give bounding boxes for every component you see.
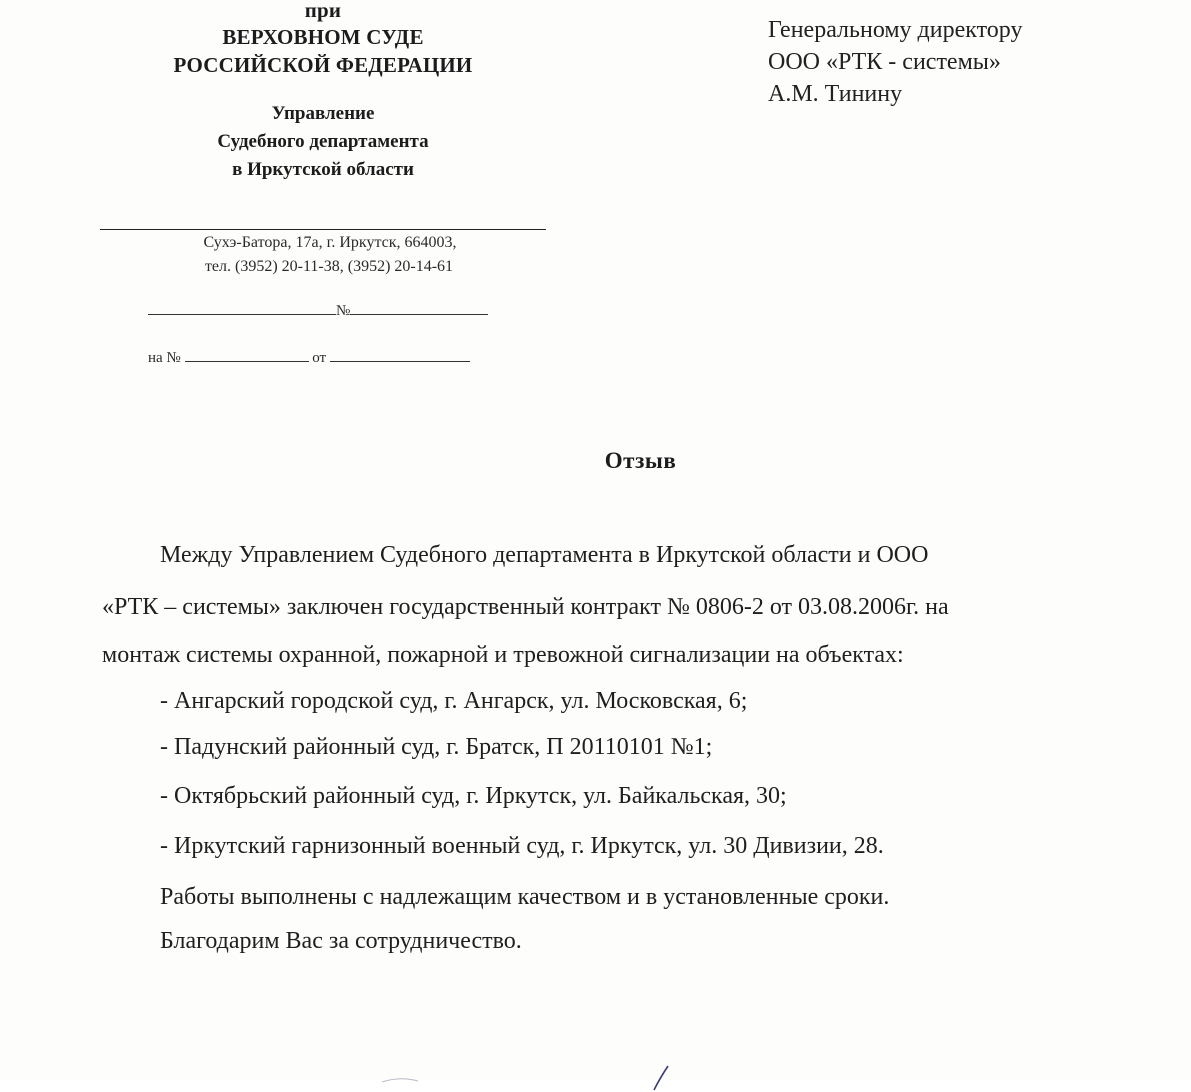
addressee-company: ООО «РТК - системы» (768, 49, 1001, 75)
body-paragraph-line-3: монтаж системы охранной, пожарной и тревожной сигнализации на объектах: (102, 642, 904, 668)
reply-number-blank (185, 347, 309, 362)
letterhead-address: Сухэ-Батора, 17а, г. Иркутск, 664003, (203, 234, 457, 251)
signature-smudge-mark (380, 1074, 420, 1084)
body-paragraph-line-1: Между Управлением Судебного департамента в Иркутской области и ООО (160, 542, 929, 568)
letterhead-dept-line1: Управление (271, 103, 375, 124)
letterhead-address-block (100, 231, 546, 279)
body-paragraph-line-2: «РТК – системы» заключен государственный контракт № 0806-2 от 03.08.2006г. на (102, 594, 949, 620)
number-sign: № (336, 303, 351, 319)
reply-date-blank (330, 347, 470, 362)
letterhead-dept-line2: Судебного департамента (217, 131, 429, 152)
conclusion-text: Работы выполнены с надлежащим качеством и в установленные сроки. (160, 884, 890, 910)
outgoing-number-blank (350, 300, 488, 315)
thanks-text: Благодарим Вас за сотрудничество. (160, 928, 522, 954)
letterhead-line-supreme-court: ВЕРХОВНОМ СУДЕ (222, 25, 424, 49)
object-list-item: - Ангарский городской суд, г. Ангарск, ул. Московская, 6; (160, 688, 748, 714)
letterhead-dept-line3: в Иркутской области (232, 159, 414, 180)
outgoing-number-row (148, 300, 488, 320)
letterhead-line-pri: при (304, 0, 342, 22)
letterhead-divider (100, 229, 546, 230)
addressee-name: А.М. Тинину (768, 81, 903, 107)
signature-stroke-mark (650, 1062, 672, 1092)
addressee-block (768, 14, 1022, 110)
object-list-item: - Падунский районный суд, г. Братск, П 20110101 №1; (160, 734, 713, 760)
from-label: от (312, 350, 327, 366)
reply-reference-row (148, 347, 470, 367)
object-list-item: - Октябрьский районный суд, г. Иркутск, ул. Байкальская, 30; (160, 783, 787, 809)
letterhead-line-russian-federation: РОССИЙСКОЙ ФЕДЕРАЦИИ (173, 53, 473, 77)
document-title: Отзыв (604, 448, 677, 473)
outgoing-date-blank (148, 300, 336, 315)
letterhead-phone: тел. (3952) 20-11-38, (3952) 20-14-61 (204, 258, 454, 275)
object-list-item: - Иркутский гарнизонный военный суд, г. Иркутск, ул. 30 Дивизии, 28. (160, 833, 884, 859)
in-reply-label: на № (148, 350, 181, 366)
addressee-position: Генеральному директору (768, 17, 1023, 43)
